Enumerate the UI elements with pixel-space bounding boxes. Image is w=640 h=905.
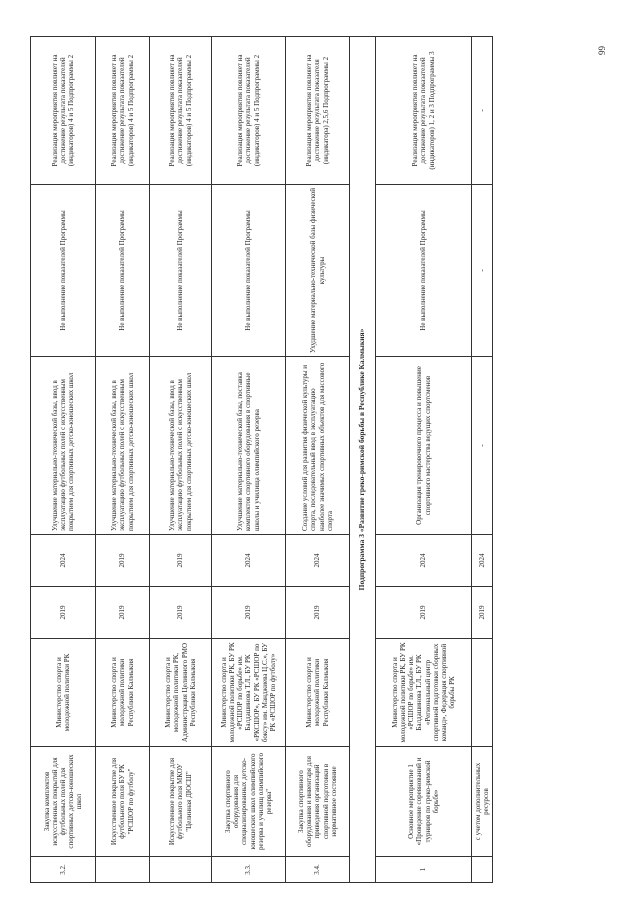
program-measures-table [30,36,493,883]
row-number: 1 [376,857,472,883]
indicator-link: Реализация мероприятия повлияет на достижение результата показателей (индикаторов) 1, 2 и 3 Подпрограммы 3 [376,37,472,185]
table-row [150,37,212,883]
executor: Министерство спорта и молодежной политики РК, БУ РК «РСШОР по борьбе» им. Балдашинова Т.Л., БУ РК «Региональный центр спортивной подготовки сборных команд», Федерация спортивной борьбы РК [376,639,472,747]
indicator-link: Реализация мероприятия повлияет на достижение результата показателя (индикатора) 2,5,6 Подпрограммы 2 [286,37,350,185]
footer-label: с учетом дополнительных ресурсов [472,747,493,857]
table-row [31,37,96,883]
consequence: Ухудшение материально-технической базы физической культуры [286,185,350,357]
expected-result: Создание условий для развития физической культуры и спорта, последовательный ввод в эксплуатацию наиболее значимых спортивных объектов для массового спорта [286,357,350,535]
start-year: 2019 [31,587,96,639]
table-row [376,37,472,883]
executor: Министерство спорта и молодежной политики Республики Калмыкия [96,639,150,747]
executor: Министерство спорта и молодежной политики Республики Калмыкия [286,639,350,747]
row-number: 3.3. [212,857,286,883]
indicator-link: Реализация мероприятия повлияет на достижение результата показателей (индикаторов) 4 и 5 Подпрограммы 2 [31,37,96,185]
measure-name: Закупка комплектов искусственных покрытий для футбольных полей для спортивных детско-юношеских школ [31,747,96,857]
executor: Министерство спорта и молодежной политики РК, БУ РК «РСШОР по борьбе» им. Балдашинова Т.Л., БУ РК «РКСШОР», БУ РК «РСШОР по боксу» им. Манджиева Ц.С.», БУ РК «РСШОР по футболу» [212,639,286,747]
consequence: Не выполнение показателей Программы [150,185,212,357]
row-number [472,857,493,883]
consequence: Не выполнение показателей Программы [96,185,150,357]
table-row [96,37,150,883]
end-year: 2019 [150,535,212,587]
row-number [150,857,212,883]
start-year: 2019 [286,587,350,639]
row-number [96,857,150,883]
measure-name: Закупка спортивного оборудования и инвентаря для приведения организаций спортивной подготовки в нормативное состояние [286,747,350,857]
expected-result: - [472,357,493,535]
indicator-link: Реализация мероприятия повлияет на достижение результата показателей (индикаторов) 4 и 5 Подпрограммы 2 [150,37,212,185]
expected-result: Улучшение материально-технической базы, ввод в эксплуатацию футбольных полей с искусственным покрытием для спортивных детско-юношеских школ [150,357,212,535]
start-year: 2019 [212,587,286,639]
executor: Министерство спорта и молодежной политики РК [31,639,96,747]
end-year: 2024 [376,535,472,587]
measure-name: Искусственное покрытие для футбольного поля БУ РК "РСШОР по футболу" [96,747,150,857]
expected-result: Улучшение материально-технической базы, ввод в эксплуатацию футбольных полей с искусственным покрытием для спортивных детско-юношеских школ [31,357,96,535]
measure-name: Основное мероприятие 1 «Проведение соревнований и турниров по греко-римской борьбе» [376,747,472,857]
end-year: 2024 [212,535,286,587]
measure-name: Закупка спортивного оборудования для специализированных детско-юношеских школ олимпийского резерва и училищ олимпийского резерва" [212,747,286,857]
row-number: 3.2. [31,857,96,883]
subprogram-header-row [350,37,376,883]
end-year: 2024 [31,535,96,587]
consequence: - [472,185,493,357]
expected-result: Улучшение материально-технической базы, ввод в эксплуатацию футбольных полей с искусственным покрытием для спортивных детско-юношеских школ [96,357,150,535]
table-row [212,37,286,883]
indicator-link: Реализация мероприятия повлияет на достижение результата показателей (индикаторов) 4 и 5 Подпрограммы 2 [212,37,286,185]
indicator-link: Реализация мероприятия повлияет на достижение результата показателей (индикаторов) 4 и 5 Подпрограммы 2 [96,37,150,185]
executor [472,639,493,747]
consequence: Не выполнение показателей Программы [212,185,286,357]
expected-result: Улучшение материально-технической базы, поставка комплектов спортивного оборудования в спортивные школы и училища олимпийского резерва [212,357,286,535]
executor: Министерство спорта и молодежной политики РК, Администрация Целинного РМО Республики Калмыкия [150,639,212,747]
start-year: 2019 [96,587,150,639]
consequence: Не выполнение показателей Программы [376,185,472,357]
subprogram-header: Подпрограмма 3 «Развитие греко-римской борьбы в Республике Калмыкия» [350,37,376,883]
end-year: 2019 [96,535,150,587]
row-number: 3.4. [286,857,350,883]
end-year: 2024 [286,535,350,587]
footer-row [472,37,493,883]
measure-name: Искусственное покрытие для футбольного поля МКОУ "Целинная ДЮСШ" [150,747,212,857]
expected-result: Организация тренировочного процесса и повышение спортивного мастерства ведущих спортсменов [376,357,472,535]
consequence: Не выполнение показателей Программы [31,185,96,357]
indicator-link: - [472,37,493,185]
page-number: 99 [597,46,607,55]
start-year: 2019 [376,587,472,639]
start-year: 2019 [150,587,212,639]
table-row [286,37,350,883]
end-year: 2024 [472,535,493,587]
start-year: 2019 [472,587,493,639]
